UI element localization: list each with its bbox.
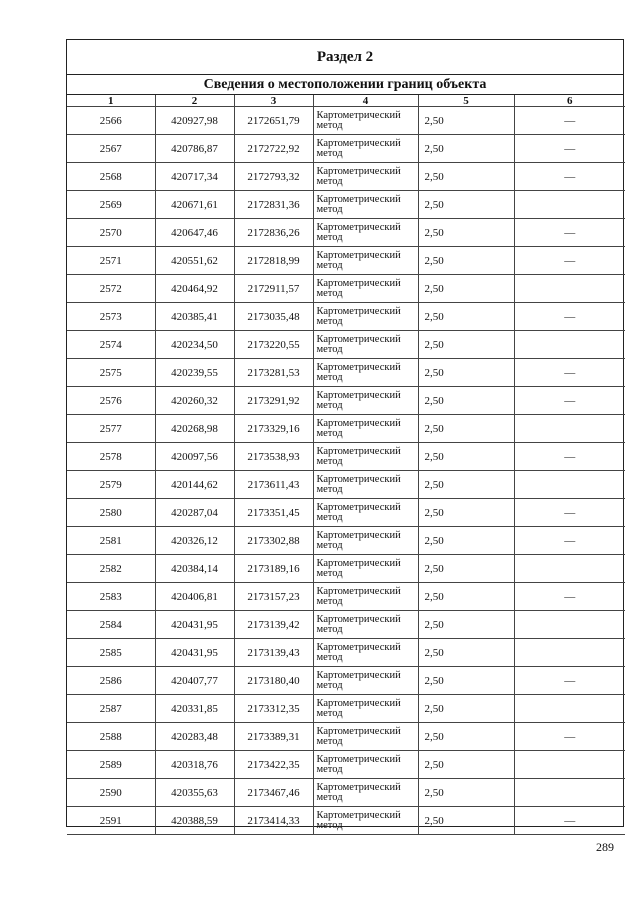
method-cell: Картометрический метод bbox=[313, 695, 418, 723]
method-cell: Картометрический метод bbox=[313, 387, 418, 415]
point-number-cell: 2576 bbox=[67, 387, 155, 415]
x-coordinate-cell: 420406,81 bbox=[155, 583, 234, 611]
method-cell: Картометрический метод bbox=[313, 779, 418, 807]
x-coordinate-cell: 420385,41 bbox=[155, 303, 234, 331]
table-row bbox=[67, 303, 625, 331]
method-cell: Картометрический метод bbox=[313, 191, 418, 219]
method-cell: Картометрический метод bbox=[313, 247, 418, 275]
description-cell: — bbox=[514, 359, 625, 387]
accuracy-cell: 2,50 bbox=[418, 527, 514, 555]
table-row bbox=[67, 247, 625, 275]
column-header: 2 bbox=[155, 95, 234, 107]
point-number-cell: 2584 bbox=[67, 611, 155, 639]
x-coordinate-cell: 420268,98 bbox=[155, 415, 234, 443]
point-number-cell: 2580 bbox=[67, 499, 155, 527]
point-number-cell: 2589 bbox=[67, 751, 155, 779]
method-cell: Картометрический метод bbox=[313, 275, 418, 303]
accuracy-cell: 2,50 bbox=[418, 303, 514, 331]
point-number-cell: 2587 bbox=[67, 695, 155, 723]
boundary-table bbox=[67, 95, 625, 835]
y-coordinate-cell: 2172911,57 bbox=[234, 275, 313, 303]
point-number-cell: 2573 bbox=[67, 303, 155, 331]
description-cell: — bbox=[514, 499, 625, 527]
description-cell: — bbox=[514, 247, 625, 275]
y-coordinate-cell: 2172818,99 bbox=[234, 247, 313, 275]
table-row bbox=[67, 387, 625, 415]
method-cell: Картометрический метод bbox=[313, 667, 418, 695]
description-cell bbox=[514, 695, 625, 723]
table-row bbox=[67, 667, 625, 695]
y-coordinate-cell: 2173189,16 bbox=[234, 555, 313, 583]
description-cell bbox=[514, 779, 625, 807]
y-coordinate-cell: 2173291,92 bbox=[234, 387, 313, 415]
accuracy-cell: 2,50 bbox=[418, 107, 514, 135]
table-row bbox=[67, 695, 625, 723]
y-coordinate-cell: 2172651,79 bbox=[234, 107, 313, 135]
description-cell bbox=[514, 611, 625, 639]
description-cell: — bbox=[514, 723, 625, 751]
x-coordinate-cell: 420318,76 bbox=[155, 751, 234, 779]
method-cell: Картометрический метод bbox=[313, 135, 418, 163]
table-row bbox=[67, 639, 625, 667]
table-row bbox=[67, 499, 625, 527]
point-number-cell: 2585 bbox=[67, 639, 155, 667]
section-title: Раздел 2 bbox=[67, 40, 623, 75]
method-cell: Картометрический метод bbox=[313, 443, 418, 471]
y-coordinate-cell: 2173035,48 bbox=[234, 303, 313, 331]
point-number-cell: 2566 bbox=[67, 107, 155, 135]
point-number-cell: 2579 bbox=[67, 471, 155, 499]
x-coordinate-cell: 420287,04 bbox=[155, 499, 234, 527]
method-cell: Картометрический метод bbox=[313, 499, 418, 527]
point-number-cell: 2586 bbox=[67, 667, 155, 695]
accuracy-cell: 2,50 bbox=[418, 555, 514, 583]
description-cell bbox=[514, 639, 625, 667]
y-coordinate-cell: 2173351,45 bbox=[234, 499, 313, 527]
y-coordinate-cell: 2173422,35 bbox=[234, 751, 313, 779]
column-header: 1 bbox=[67, 95, 155, 107]
point-number-cell: 2577 bbox=[67, 415, 155, 443]
y-coordinate-cell: 2173139,42 bbox=[234, 611, 313, 639]
y-coordinate-cell: 2173414,33 bbox=[234, 807, 313, 835]
point-number-cell: 2569 bbox=[67, 191, 155, 219]
column-header: 3 bbox=[234, 95, 313, 107]
y-coordinate-cell: 2173329,16 bbox=[234, 415, 313, 443]
column-header: 4 bbox=[313, 95, 418, 107]
accuracy-cell: 2,50 bbox=[418, 695, 514, 723]
method-cell: Картометрический метод bbox=[313, 555, 418, 583]
description-cell bbox=[514, 751, 625, 779]
table-row bbox=[67, 807, 625, 835]
table-row bbox=[67, 415, 625, 443]
x-coordinate-cell: 420331,85 bbox=[155, 695, 234, 723]
x-coordinate-cell: 420097,56 bbox=[155, 443, 234, 471]
accuracy-cell: 2,50 bbox=[418, 191, 514, 219]
description-cell: — bbox=[514, 135, 625, 163]
description-cell bbox=[514, 191, 625, 219]
y-coordinate-cell: 2173139,43 bbox=[234, 639, 313, 667]
accuracy-cell: 2,50 bbox=[418, 219, 514, 247]
accuracy-cell: 2,50 bbox=[418, 163, 514, 191]
point-number-cell: 2568 bbox=[67, 163, 155, 191]
table-row bbox=[67, 751, 625, 779]
accuracy-cell: 2,50 bbox=[418, 247, 514, 275]
point-number-cell: 2570 bbox=[67, 219, 155, 247]
y-coordinate-cell: 2173157,23 bbox=[234, 583, 313, 611]
point-number-cell: 2591 bbox=[67, 807, 155, 835]
point-number-cell: 2574 bbox=[67, 331, 155, 359]
method-cell: Картометрический метод bbox=[313, 107, 418, 135]
point-number-cell: 2583 bbox=[67, 583, 155, 611]
x-coordinate-cell: 420355,63 bbox=[155, 779, 234, 807]
table-row bbox=[67, 723, 625, 751]
y-coordinate-cell: 2173220,55 bbox=[234, 331, 313, 359]
y-coordinate-cell: 2172831,36 bbox=[234, 191, 313, 219]
table-row bbox=[67, 443, 625, 471]
y-coordinate-cell: 2173312,35 bbox=[234, 695, 313, 723]
point-number-cell: 2572 bbox=[67, 275, 155, 303]
method-cell: Картометрический метод bbox=[313, 219, 418, 247]
y-coordinate-cell: 2173281,53 bbox=[234, 359, 313, 387]
accuracy-cell: 2,50 bbox=[418, 387, 514, 415]
accuracy-cell: 2,50 bbox=[418, 415, 514, 443]
y-coordinate-cell: 2173389,31 bbox=[234, 723, 313, 751]
table-body bbox=[67, 107, 625, 835]
accuracy-cell: 2,50 bbox=[418, 611, 514, 639]
x-coordinate-cell: 420384,14 bbox=[155, 555, 234, 583]
method-cell: Картометрический метод bbox=[313, 527, 418, 555]
page-number: 289 bbox=[596, 840, 614, 854]
description-cell bbox=[514, 275, 625, 303]
column-header: 5 bbox=[418, 95, 514, 107]
description-cell bbox=[514, 471, 625, 499]
accuracy-cell: 2,50 bbox=[418, 639, 514, 667]
x-coordinate-cell: 420326,12 bbox=[155, 527, 234, 555]
method-cell: Картометрический метод bbox=[313, 163, 418, 191]
table-row bbox=[67, 359, 625, 387]
x-coordinate-cell: 420927,98 bbox=[155, 107, 234, 135]
method-cell: Картометрический метод bbox=[313, 583, 418, 611]
description-cell: — bbox=[514, 219, 625, 247]
y-coordinate-cell: 2173467,46 bbox=[234, 779, 313, 807]
method-cell: Картометрический метод bbox=[313, 751, 418, 779]
y-coordinate-cell: 2173538,93 bbox=[234, 443, 313, 471]
x-coordinate-cell: 420283,48 bbox=[155, 723, 234, 751]
x-coordinate-cell: 420234,50 bbox=[155, 331, 234, 359]
accuracy-cell: 2,50 bbox=[418, 331, 514, 359]
method-cell: Картометрический метод bbox=[313, 359, 418, 387]
point-number-cell: 2567 bbox=[67, 135, 155, 163]
description-cell bbox=[514, 555, 625, 583]
table-row bbox=[67, 191, 625, 219]
description-cell: — bbox=[514, 807, 625, 835]
column-number-row bbox=[67, 95, 625, 107]
description-cell bbox=[514, 415, 625, 443]
point-number-cell: 2582 bbox=[67, 555, 155, 583]
table-row bbox=[67, 583, 625, 611]
x-coordinate-cell: 420464,92 bbox=[155, 275, 234, 303]
method-cell: Картометрический метод bbox=[313, 807, 418, 835]
table-row bbox=[67, 219, 625, 247]
point-number-cell: 2575 bbox=[67, 359, 155, 387]
accuracy-cell: 2,50 bbox=[418, 471, 514, 499]
table-row bbox=[67, 135, 625, 163]
accuracy-cell: 2,50 bbox=[418, 443, 514, 471]
x-coordinate-cell: 420407,77 bbox=[155, 667, 234, 695]
table-row bbox=[67, 331, 625, 359]
x-coordinate-cell: 420671,61 bbox=[155, 191, 234, 219]
y-coordinate-cell: 2172722,92 bbox=[234, 135, 313, 163]
y-coordinate-cell: 2173302,88 bbox=[234, 527, 313, 555]
description-cell: — bbox=[514, 303, 625, 331]
table-row bbox=[67, 107, 625, 135]
y-coordinate-cell: 2172793,32 bbox=[234, 163, 313, 191]
x-coordinate-cell: 420431,95 bbox=[155, 639, 234, 667]
accuracy-cell: 2,50 bbox=[418, 583, 514, 611]
column-header: 6 bbox=[514, 95, 625, 107]
table-row bbox=[67, 471, 625, 499]
method-cell: Картометрический метод bbox=[313, 723, 418, 751]
x-coordinate-cell: 420260,32 bbox=[155, 387, 234, 415]
method-cell: Картометрический метод bbox=[313, 639, 418, 667]
description-cell: — bbox=[514, 107, 625, 135]
point-number-cell: 2578 bbox=[67, 443, 155, 471]
table-row bbox=[67, 779, 625, 807]
accuracy-cell: 2,50 bbox=[418, 359, 514, 387]
table-row bbox=[67, 555, 625, 583]
accuracy-cell: 2,50 bbox=[418, 667, 514, 695]
x-coordinate-cell: 420717,34 bbox=[155, 163, 234, 191]
table-row bbox=[67, 611, 625, 639]
method-cell: Картометрический метод bbox=[313, 471, 418, 499]
y-coordinate-cell: 2173180,40 bbox=[234, 667, 313, 695]
description-cell bbox=[514, 331, 625, 359]
accuracy-cell: 2,50 bbox=[418, 779, 514, 807]
table-row bbox=[67, 527, 625, 555]
point-number-cell: 2581 bbox=[67, 527, 155, 555]
point-number-cell: 2590 bbox=[67, 779, 155, 807]
document-sheet bbox=[66, 39, 624, 831]
method-cell: Картометрический метод bbox=[313, 303, 418, 331]
y-coordinate-cell: 2173611,43 bbox=[234, 471, 313, 499]
x-coordinate-cell: 420239,55 bbox=[155, 359, 234, 387]
accuracy-cell: 2,50 bbox=[418, 135, 514, 163]
table-row bbox=[67, 163, 625, 191]
description-cell: — bbox=[514, 163, 625, 191]
accuracy-cell: 2,50 bbox=[418, 807, 514, 835]
x-coordinate-cell: 420647,46 bbox=[155, 219, 234, 247]
description-cell: — bbox=[514, 667, 625, 695]
x-coordinate-cell: 420388,59 bbox=[155, 807, 234, 835]
description-cell: — bbox=[514, 387, 625, 415]
description-cell: — bbox=[514, 583, 625, 611]
method-cell: Картометрический метод bbox=[313, 415, 418, 443]
x-coordinate-cell: 420144,62 bbox=[155, 471, 234, 499]
accuracy-cell: 2,50 bbox=[418, 499, 514, 527]
description-cell: — bbox=[514, 527, 625, 555]
section-subtitle: Сведения о местоположении границ объекта bbox=[67, 75, 623, 95]
x-coordinate-cell: 420551,62 bbox=[155, 247, 234, 275]
method-cell: Картометрический метод bbox=[313, 331, 418, 359]
method-cell: Картометрический метод bbox=[313, 611, 418, 639]
x-coordinate-cell: 420786,87 bbox=[155, 135, 234, 163]
accuracy-cell: 2,50 bbox=[418, 275, 514, 303]
point-number-cell: 2588 bbox=[67, 723, 155, 751]
accuracy-cell: 2,50 bbox=[418, 751, 514, 779]
x-coordinate-cell: 420431,95 bbox=[155, 611, 234, 639]
point-number-cell: 2571 bbox=[67, 247, 155, 275]
table-row bbox=[67, 275, 625, 303]
accuracy-cell: 2,50 bbox=[418, 723, 514, 751]
y-coordinate-cell: 2172836,26 bbox=[234, 219, 313, 247]
description-cell: — bbox=[514, 443, 625, 471]
